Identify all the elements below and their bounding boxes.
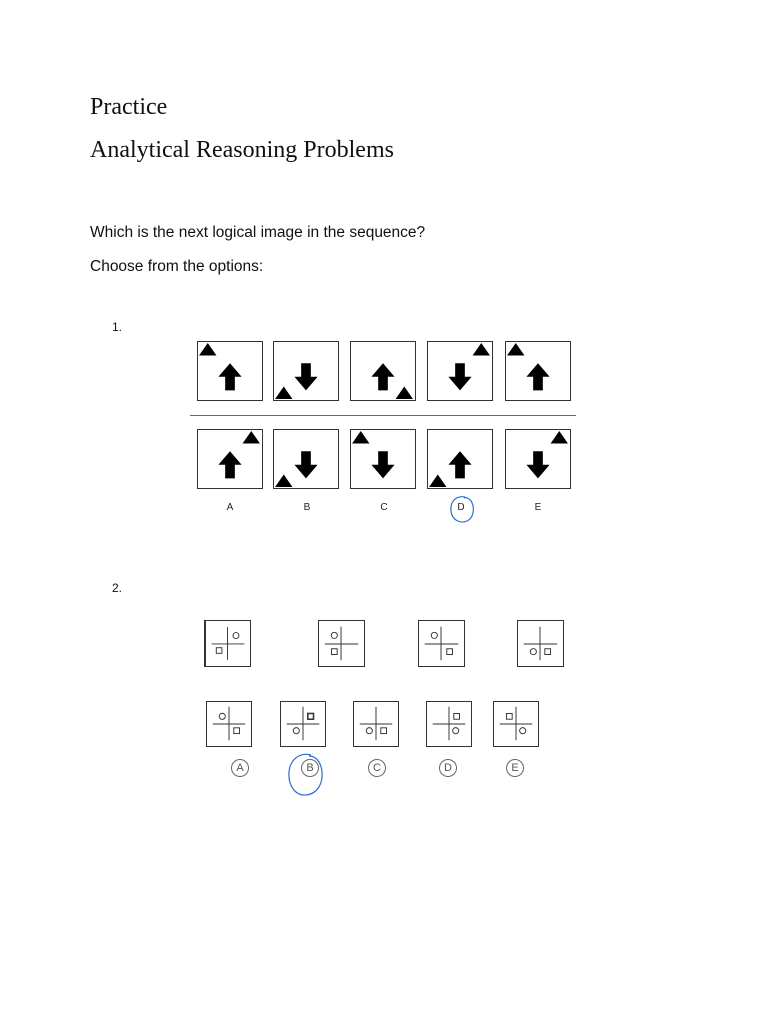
p1-option-e[interactable] [505, 429, 571, 489]
p1-seq-4 [427, 341, 493, 401]
p1-option-b[interactable] [273, 429, 339, 489]
p2-option-a[interactable] [206, 701, 252, 747]
p2-option-c[interactable] [353, 701, 399, 747]
problem-2-number: 2. [112, 581, 123, 595]
p2-option-e[interactable] [493, 701, 539, 747]
problem-1-number: 1. [112, 320, 123, 334]
p2-seq-2 [318, 620, 365, 667]
p2-option-d[interactable] [426, 701, 472, 747]
question-text: Which is the next logical image in the sequence? [90, 224, 426, 241]
p2-seq-1 [204, 620, 251, 667]
p1-label-a: A [226, 502, 234, 513]
p2-answer-mark-icon [285, 750, 327, 800]
p1-divider [190, 415, 576, 416]
p1-label-d: D [457, 502, 465, 513]
p1-answer-mark-icon [447, 494, 477, 526]
p2-label-b: B [301, 759, 319, 777]
p2-seq-4 [517, 620, 564, 667]
page-title-subtitle: Analytical Reasoning Problems [90, 137, 394, 163]
p1-seq-3 [350, 341, 416, 401]
p1-label-c: C [380, 502, 388, 513]
p2-option-b[interactable] [280, 701, 326, 747]
p1-label-e: E [534, 502, 542, 513]
p1-label-b: B [303, 502, 311, 513]
p1-seq-2 [273, 341, 339, 401]
p2-seq-3 [418, 620, 465, 667]
p1-seq-5 [505, 341, 571, 401]
p2-label-d: D [439, 759, 457, 777]
p1-option-d[interactable] [427, 429, 493, 489]
p2-label-c: C [368, 759, 386, 777]
p2-label-a: A [231, 759, 249, 777]
p1-option-c[interactable] [350, 429, 416, 489]
p1-option-a[interactable] [197, 429, 263, 489]
p2-label-e: E [506, 759, 524, 777]
choose-text: Choose from the options: [90, 258, 264, 275]
p1-seq-1 [197, 341, 263, 401]
page-title-practice: Practice [90, 94, 168, 120]
